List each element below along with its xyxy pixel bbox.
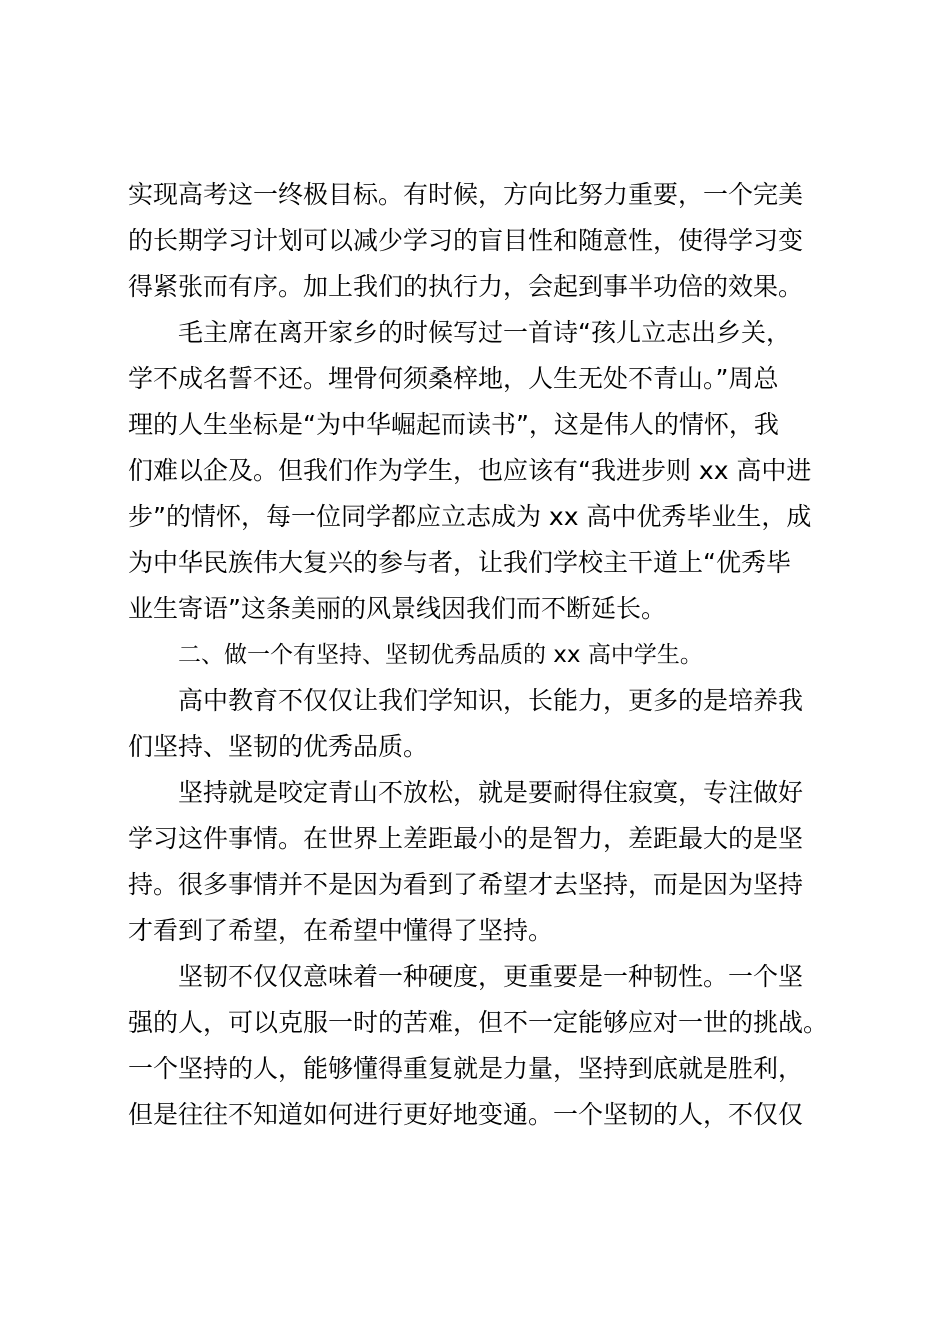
text-line: 强的人，可以克服一时的苦难，但不一定能够应对一世的挑战。 xyxy=(128,1008,829,1037)
text-line: 步”的情怀，每一位同学都应立志成为 xx 高中优秀毕业生，成 xyxy=(128,502,812,531)
text-line: 们坚持、坚韧的优秀品质。 xyxy=(128,732,429,761)
text-line: 实现高考这一终极目标。有时候，方向比努力重要，一个完美 xyxy=(128,180,804,209)
text-line: 持。很多事情并不是因为看到了希望才去坚持，而是因为坚持 xyxy=(128,870,804,899)
text-line: 才看到了希望，在希望中懂得了坚持。 xyxy=(128,916,554,945)
paragraph-start-line: 毛主席在离开家乡的时候写过一首诗“孩儿立志出乡关， xyxy=(178,318,791,347)
paragraph-start-line: 高中教育不仅仅让我们学知识，长能力，更多的是培养我 xyxy=(178,686,804,715)
text-line: 的长期学习计划可以减少学习的盲目性和随意性，使得学习变 xyxy=(128,226,804,255)
text-line: 为中华民族伟大复兴的参与者，让我们学校主干道上“优秀毕 xyxy=(128,548,791,577)
paragraph-start-line: 坚持就是咬定青山不放松，就是要耐得住寂寞，专注做好 xyxy=(178,778,804,807)
text-line: 得紧张而有序。加上我们的执行力，会起到事半功倍的效果。 xyxy=(128,272,804,301)
text-line: 学习这件事情。在世界上差距最小的是智力，差距最大的是坚 xyxy=(128,824,804,853)
text-line: 们难以企及。但我们作为学生，也应该有“我进步则 xx 高中进 xyxy=(128,456,812,485)
text-line: 学不成名誓不还。埋骨何须桑梓地，人生无处不青山。”周总 xyxy=(128,364,779,393)
paragraph-start-line: 坚韧不仅仅意味着一种硬度，更重要是一种韧性。一个坚 xyxy=(178,962,804,991)
section-heading: 二、做一个有坚持、坚韧优秀品质的 xx 高中学生。 xyxy=(178,642,703,668)
text-line: 一个坚持的人，能够懂得重复就是力量，坚持到底就是胜利， xyxy=(128,1054,804,1083)
text-line: 但是往往不知道如何进行更好地变通。一个坚韧的人，不仅仅 xyxy=(128,1100,804,1129)
text-line: 理的人生坐标是“为中华崛起而读书”，这是伟人的情怀，我 xyxy=(128,410,779,439)
text-line: 业生寄语”这条美丽的风景线因我们而不断延长。 xyxy=(128,594,666,623)
